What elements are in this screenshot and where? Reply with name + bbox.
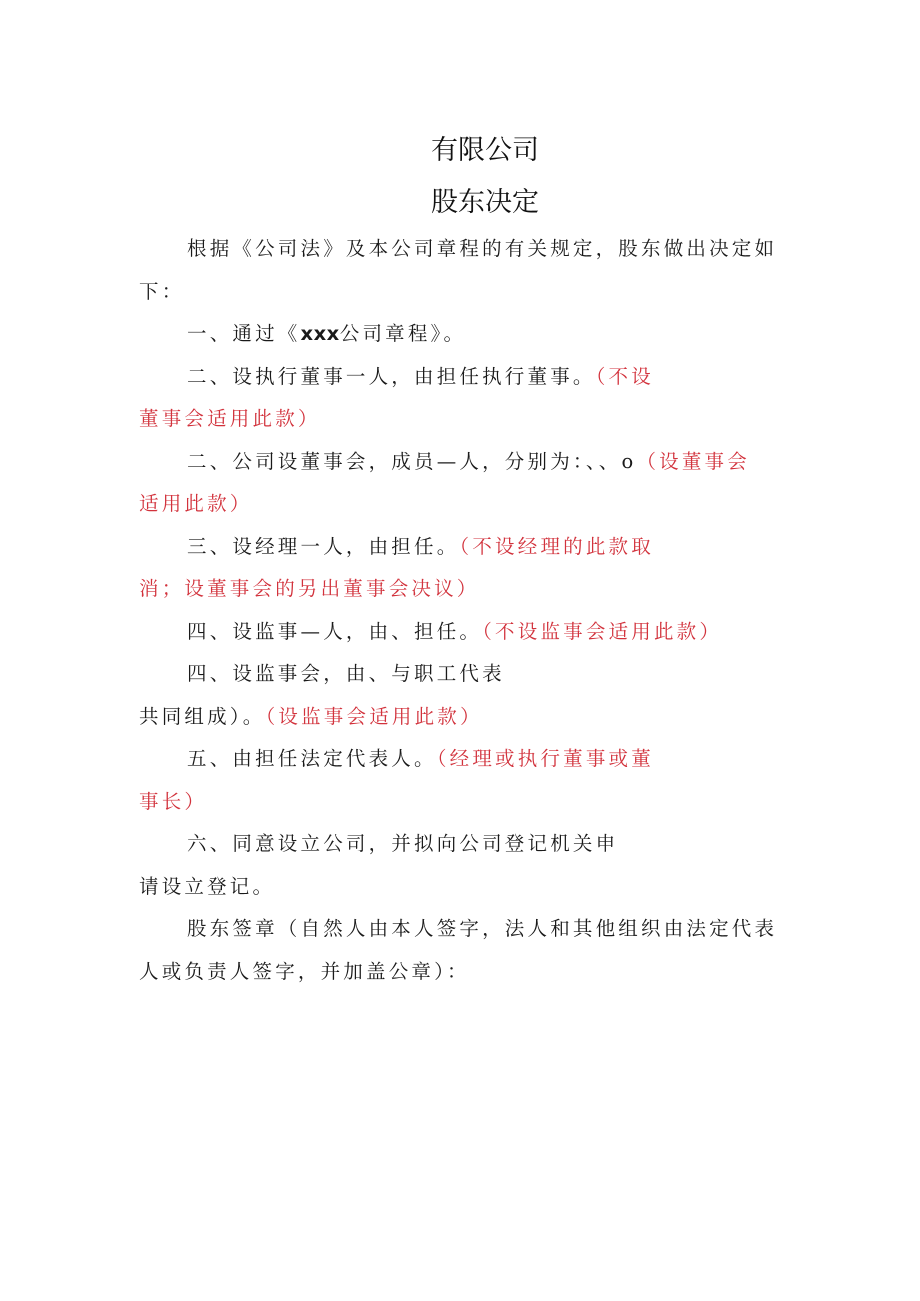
item-5-text: 五、由担任法定代表人。 xyxy=(187,747,437,770)
item-1-prefix: 一、通过《 xyxy=(187,322,301,345)
signature-line-1: 股东签章（自然人由本人签字，法人和其他组织由法定代表 xyxy=(187,917,778,940)
item-3-line-1 xyxy=(139,526,784,569)
document-title-company: 有限公司 xyxy=(431,135,539,166)
item-4b-paragraph xyxy=(139,653,784,738)
item-3-text: 三、设经理一人，由担任。 xyxy=(187,534,460,558)
intro-paragraph xyxy=(139,228,784,313)
item-5-note-1: （经理或执行董事或董 xyxy=(436,747,654,770)
item-5-paragraph xyxy=(139,738,784,823)
item-2b-paragraph xyxy=(139,441,784,526)
item-5-note-2: 事长） xyxy=(139,789,208,813)
item-2a-text: 二、设执行董事一人，由担任执行董事。 xyxy=(187,364,596,388)
item-4a-note: （不设监事会适用此款） xyxy=(482,619,723,643)
item-2b-note-2: 适用此款） xyxy=(139,492,253,515)
item-2b-line-1 xyxy=(139,441,784,484)
item-3-note-2: 消；设董事会的另出董事会决议） xyxy=(139,577,480,600)
item-2a-note-2: 董事会适用此款） xyxy=(139,407,321,430)
item-4b-line-1: 四、设监事会，由、与职工代表 xyxy=(187,662,505,685)
item-4a-line xyxy=(139,611,784,654)
item-5-line-1 xyxy=(139,738,784,781)
item-2b-note-1: （设董事会 xyxy=(636,449,750,473)
intro-line-2: 下： xyxy=(139,279,185,303)
item-3-note-1: （不设经理的此款取 xyxy=(459,534,654,558)
item-4b-line-2 xyxy=(139,696,784,739)
item-1-company-placeholder: xxx xyxy=(300,322,340,345)
intro-line-1: 根据《公司法》及本公司章程的有关规定，股东做出决定如 xyxy=(187,237,778,260)
item-2b-text: 二、公司设董事会，成员—人，分别为：、、o xyxy=(187,449,637,473)
item-6-line-2: 请设立登记。 xyxy=(139,874,276,898)
signature-paragraph xyxy=(139,908,784,993)
item-2a-paragraph xyxy=(139,356,784,441)
item-4a-paragraph xyxy=(139,611,784,654)
document-body xyxy=(139,228,784,993)
item-4b-line-2-text: 共同组成）。 xyxy=(139,704,266,728)
item-4a-text: 四、设监事—人，由、担任。 xyxy=(187,619,483,643)
item-6-line-1: 六、同意设立公司，并拟向公司登记机关申 xyxy=(187,832,619,855)
item-1-suffix: 公司章程》。 xyxy=(339,322,467,345)
document-title-decision: 股东决定 xyxy=(431,187,539,218)
item-1-line xyxy=(139,313,784,356)
item-1-paragraph xyxy=(139,313,784,356)
item-3-paragraph xyxy=(139,526,784,611)
item-2a-line-1 xyxy=(139,356,784,399)
item-4b-note: （设监事会适用此款） xyxy=(265,704,483,728)
item-6-paragraph xyxy=(139,823,784,908)
item-2a-note-1: （不设 xyxy=(595,364,654,388)
signature-line-2: 人或负责人签字，并加盖公章）： xyxy=(139,959,470,983)
